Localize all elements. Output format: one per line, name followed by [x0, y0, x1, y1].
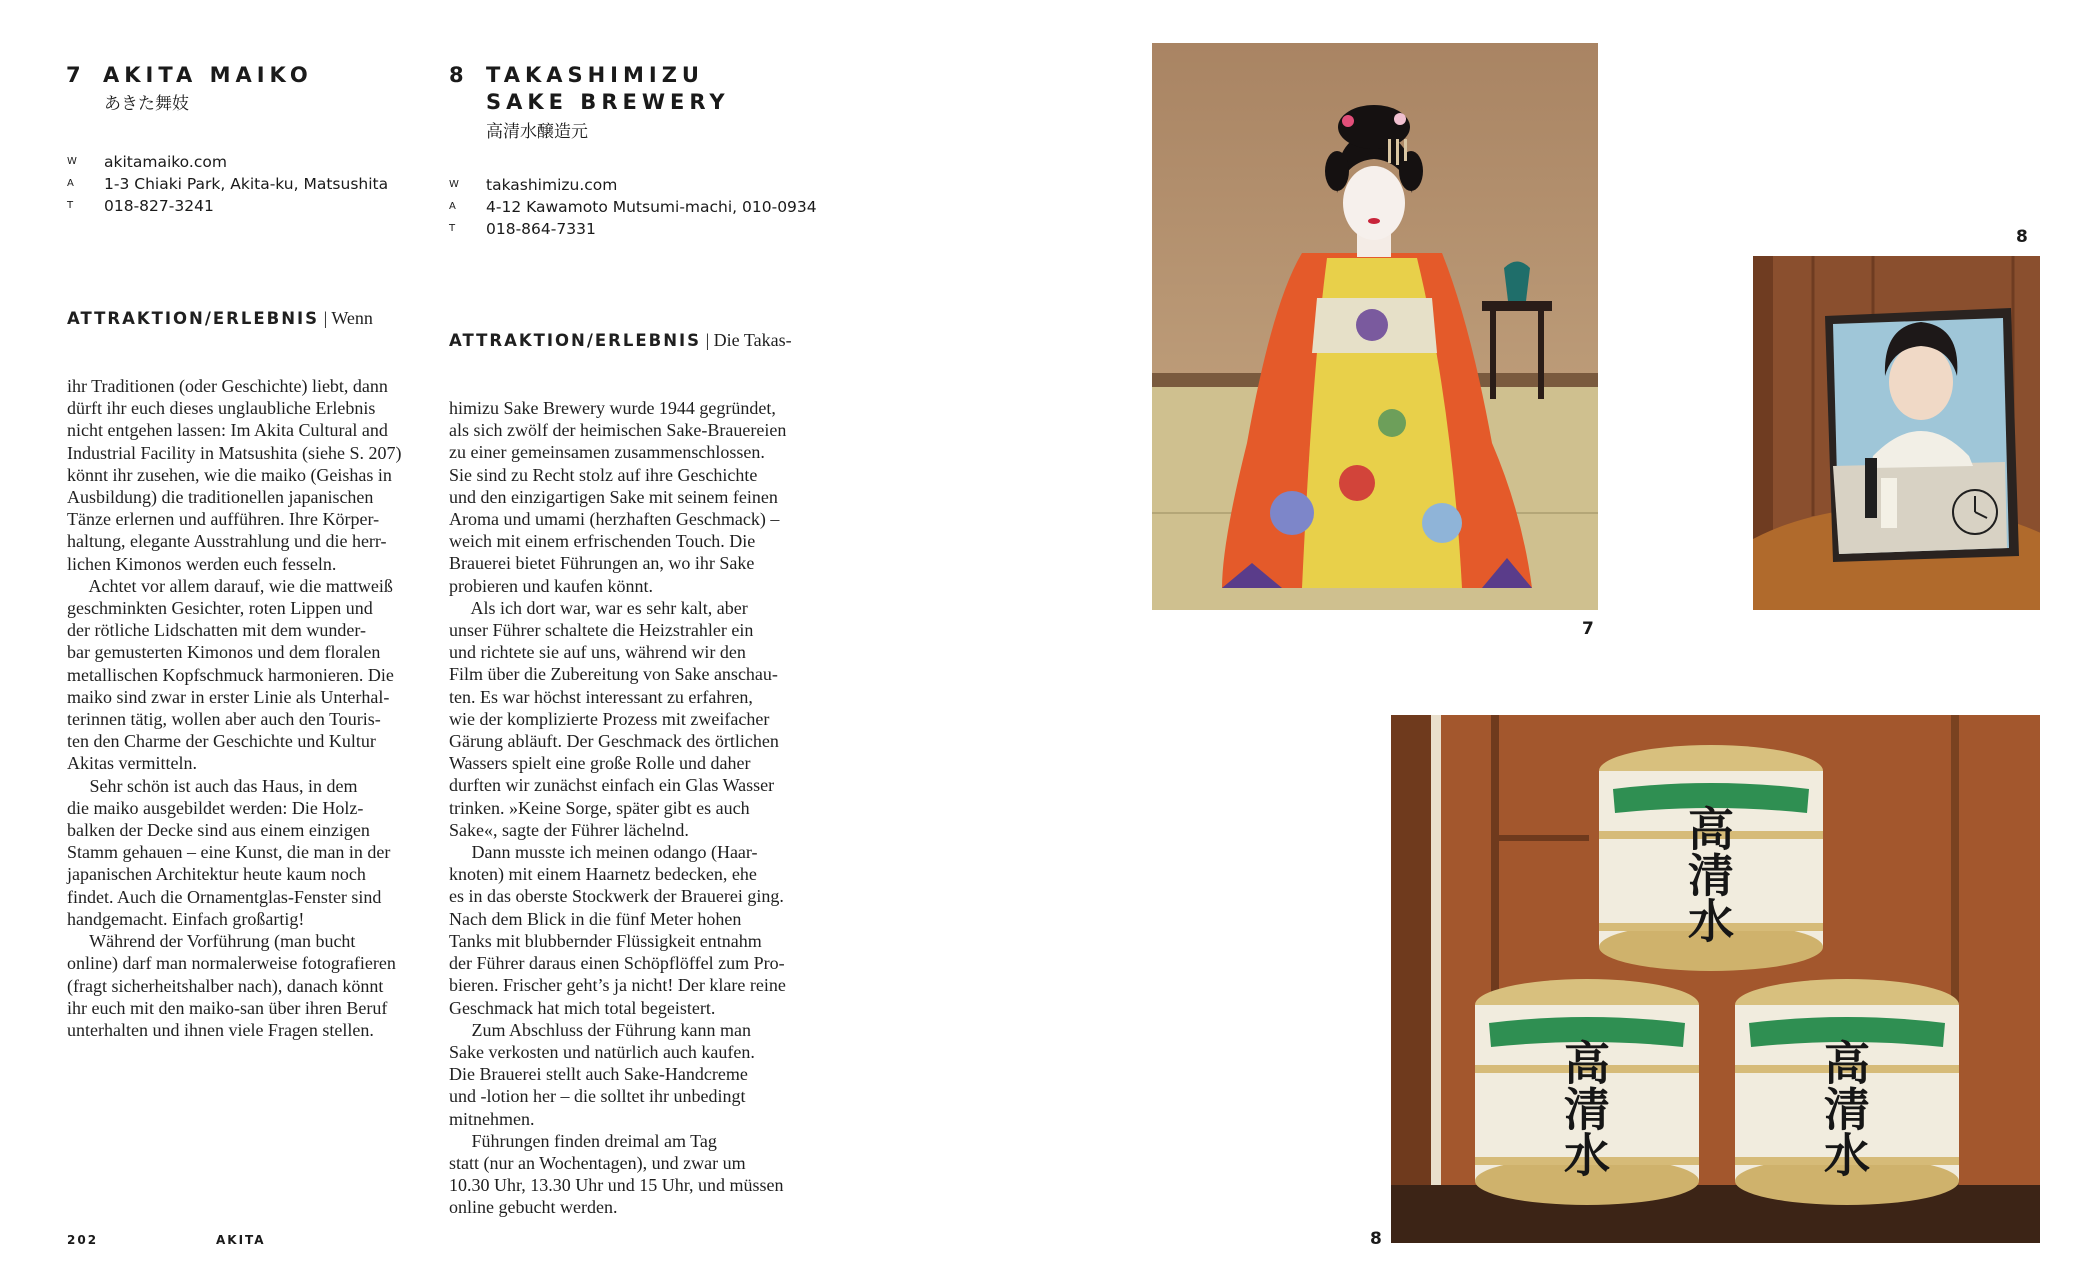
phone-text: 018-827-3241: [104, 197, 214, 215]
body-line: unterhalten und ihnen viele Fragen stellen.: [67, 1019, 374, 1040]
body-line: (fragt sicherheitshalber nach), danach könnt: [67, 975, 384, 996]
contact-key: W: [449, 179, 460, 190]
maiko-photo: [1152, 43, 1598, 610]
sake-barrel-right: [1729, 977, 1965, 1207]
body-line: Aroma und umami (herzhaften Geschmack) –: [449, 509, 780, 530]
body-line: Ausbildung) die traditionellen japanischen: [67, 487, 374, 508]
body-lead-line: [67, 307, 401, 330]
entry-8-contact-block: [449, 175, 849, 245]
address-text: 4-12 Kawamoto Mutsumi-machi, 010-0934: [486, 198, 817, 216]
body-line: der rötliche Lidschatten mit dem wunder-: [67, 620, 367, 641]
body-line: könnt ihr zusehen, wie die maiko (Geishas in: [67, 464, 392, 485]
body-line: lichen Kimonos werden euch fesseln.: [67, 553, 337, 574]
body-line: die maiko ausgebildet werden: Die Holz-: [67, 797, 364, 818]
poster-photo-caption: 8: [2016, 227, 2028, 247]
body-line: Brauerei bietet Führungen an, wo ihr Sake: [449, 553, 755, 574]
body-line: Industrial Facility in Matsushita (siehe S. 207): [67, 442, 402, 463]
body-line: Führungen finden dreimal am Tag: [449, 1130, 717, 1151]
body-line: japanischen Architektur heute kaum noch: [67, 864, 366, 885]
contact-key: T: [67, 200, 75, 211]
body-line: 10.30 Uhr, 13.30 Uhr und 15 Uhr, und müssen: [449, 1175, 784, 1196]
body-line: online) darf man normalerweise fotografieren: [67, 953, 396, 974]
sake-barrel-left: [1469, 977, 1705, 1207]
body-line: es in das oberste Stockwerk der Brauerei ging.: [449, 886, 784, 907]
body-line: knoten) mit einem Haarnetz bedecken, ehe: [449, 864, 757, 885]
body-line: terinnen tätig, wollen aber auch den Touris-: [67, 709, 381, 730]
category-label: ATTRAKTION/ERLEBNIS: [67, 309, 320, 329]
body-line: ten. Es war höchst interessant zu erfahren,: [449, 686, 753, 707]
body-line: maiko sind zwar in erster Linie als Unterhal-: [67, 686, 390, 707]
body-line: trinken. »Keine Sorge, später gibt es auch: [449, 797, 750, 818]
body-line: wie der komplizierte Prozess mit zweifacher: [449, 708, 770, 729]
body-line: Stamm gehauen – eine Kunst, die man in der: [67, 842, 391, 863]
body-line: nicht entgehen lassen: Im Akita Cultural and: [67, 420, 388, 441]
body-line: balken der Decke sind aus einem einzigen: [67, 820, 370, 841]
entry-7-title-japanese: あきた舞妓: [104, 94, 189, 114]
body-line: und den einzigartigen Sake mit seinem feinen: [449, 486, 778, 507]
entry-8-title: TAKASHIMIZU SAKE BREWERY: [486, 63, 730, 114]
body-line: bieren. Frischer geht’s ja nicht! Der klare reine: [449, 975, 786, 996]
barrel-label: 高清水: [1557, 1039, 1611, 1177]
body-line: metallischen Kopfschmuck harmonieren. Die: [67, 664, 394, 685]
body-line: Zum Abschluss der Führung kann man: [449, 1019, 751, 1040]
barrel-label: 高清水: [1681, 805, 1735, 943]
body-line: Tänze erlernen und aufführen. Ihre Körper-: [67, 509, 380, 530]
body-line: der Führer daraus einen Schöpflöffel zum Pro-: [449, 953, 785, 974]
website-link[interactable]: akitamaiko.com: [104, 153, 227, 171]
entry-8-title-japanese: 高清水醸造元: [486, 122, 588, 142]
contact-key: A: [67, 178, 75, 189]
entry-7-contact-block: [67, 152, 447, 222]
contact-key: A: [449, 201, 457, 212]
body-line: Als ich dort war, war es sehr kalt, aber: [449, 597, 748, 618]
body-line: himizu Sake Brewery wurde 1944 gegründet,: [449, 398, 776, 419]
body-line: online gebucht werden.: [449, 1197, 618, 1218]
body-line: haltung, elegante Ausstrahlung und die herr-: [67, 531, 387, 552]
body-line: probieren und kaufen könnt.: [449, 575, 653, 596]
body-line: Dann musste ich meinen odango (Haar-: [449, 842, 758, 863]
body-line: bar gemusterten Kimonos und dem floralen: [67, 642, 381, 663]
body-line: unser Führer schaltete die Heizstrahler ein: [449, 620, 754, 641]
body-line: Sie sind zu Recht stolz auf ihre Geschichte: [449, 464, 758, 485]
body-line: mitnehmen.: [449, 1108, 535, 1129]
body-line: statt (nur an Wochentagen), und zwar um: [449, 1152, 746, 1173]
body-line: Gärung abläuft. Der Geschmack des örtlichen: [449, 731, 779, 752]
barrels-photo-caption: 8: [1370, 1229, 1382, 1249]
body-lines: [67, 375, 401, 1041]
body-line: Sake verkosten und natürlich auch kaufen.: [449, 1041, 755, 1062]
entry-7-title: AKITA MAIKO: [103, 63, 313, 87]
body-line: handgemacht. Einfach großartig!: [67, 908, 305, 929]
body-line: Wassers spielt eine große Rolle und daher: [449, 753, 751, 774]
body-line: Achtet vor allem darauf, wie die mattweiß: [67, 575, 393, 596]
address-text: 1-3 Chiaki Park, Akita-ku, Matsushita: [104, 175, 389, 193]
contact-key: W: [67, 156, 78, 167]
lead-continuation: | Die Takas-: [701, 330, 792, 351]
maiko-photo-caption: 7: [1582, 619, 1594, 639]
entry-7-number: 7: [66, 63, 84, 87]
body-line: Akitas vermitteln.: [67, 753, 197, 774]
page-number: 202: [67, 1233, 99, 1247]
entry-8-number: 8: [449, 63, 467, 87]
body-line: findet. Auch die Ornamentglas-Fenster sind: [67, 886, 382, 907]
section-name: AKITA: [216, 1233, 266, 1247]
body-line: zu einer gemeinsamen zusammenschlossen.: [449, 442, 765, 463]
entry-8-body: [449, 285, 792, 1241]
body-line: und -lotion her – die solltet ihr unbedingt: [449, 1086, 746, 1107]
category-label: ATTRAKTION/ERLEBNIS: [449, 331, 702, 351]
body-line: Nach dem Blick in die fünf Meter hohen: [449, 908, 742, 929]
entry-7-body: [67, 263, 401, 1063]
body-line: ten den Charme der Geschichte und Kultur: [67, 731, 376, 752]
body-line: Tanks mit blubbernder Flüssigkeit entnahm: [449, 930, 762, 951]
contact-key: T: [449, 223, 457, 234]
sake-barrels-photo: [1391, 715, 2040, 1243]
body-line: und richtete sie auf uns, während wir den: [449, 642, 746, 663]
body-line: Die Brauerei stellt auch Sake-Handcreme: [449, 1064, 748, 1085]
body-line: Sake«, sagte der Führer lächelnd.: [449, 819, 689, 840]
body-line: weich mit einem erfrischenden Touch. Die: [449, 531, 756, 552]
body-line: dürft ihr euch dieses unglaubliche Erlebnis: [67, 398, 376, 419]
phone-text: 018-864-7331: [486, 220, 596, 238]
body-line: durften wir zunächst einfach ein Glas Wasser: [449, 775, 775, 796]
body-line: geschminkten Gesichter, roten Lippen und: [67, 598, 373, 619]
body-line: Während der Vorführung (man bucht: [67, 931, 356, 952]
website-link[interactable]: takashimizu.com: [486, 176, 618, 194]
body-lines: [449, 397, 792, 1219]
sake-poster-photo: [1753, 256, 2040, 610]
body-line: als sich zwölf der heimischen Sake-Brauereien: [449, 420, 787, 441]
body-line: Geschmack hat mich total begeistert.: [449, 997, 716, 1018]
body-line: Sehr schön ist auch das Haus, in dem: [67, 775, 358, 796]
body-line: Film über die Zubereitung von Sake anschau-: [449, 664, 778, 685]
lead-continuation: | Wenn: [319, 308, 373, 329]
sake-barrel-top: [1593, 743, 1829, 973]
barrel-label: 高清水: [1817, 1039, 1871, 1177]
body-lead-line: [449, 329, 792, 352]
body-line: ihr Traditionen (oder Geschichte) liebt, dann: [67, 376, 388, 397]
body-line: ihr euch mit den maiko-san über ihren Beruf: [67, 997, 388, 1018]
